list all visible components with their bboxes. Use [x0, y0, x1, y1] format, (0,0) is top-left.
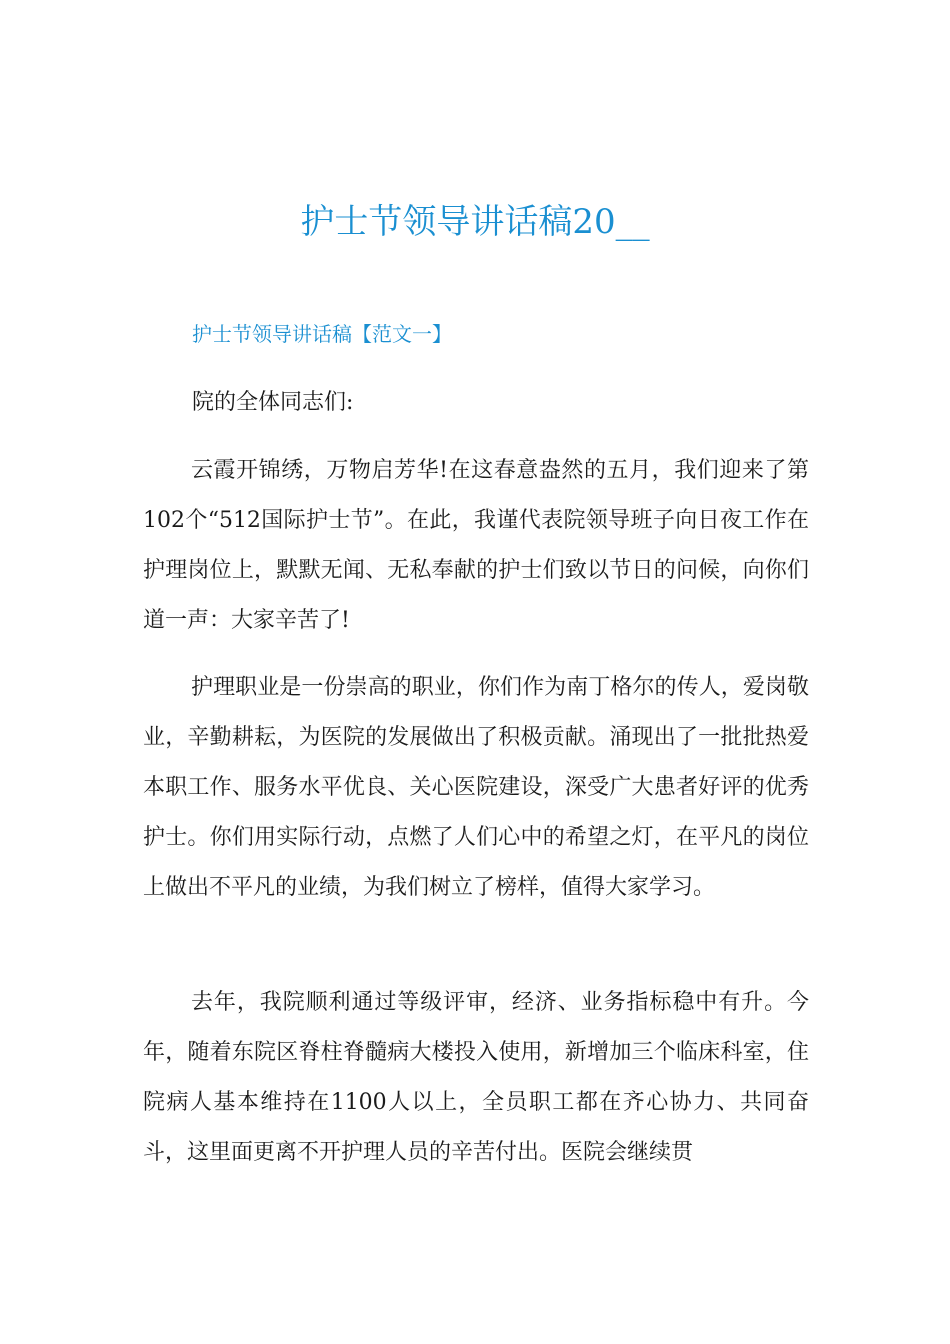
- paragraph-2: 护理职业是一份崇高的职业，你们作为南丁格尔的传人，爱岗敬业，辛勤耕耘，为医院的发展做出了积极贡献。涌现出了一批批热爱本职工作、服务水平优良、关心医院建设，深受广大患者好评的优秀护士。你们用实际行动，点燃了人们心中的希望之灯，在平凡的岗位上做出不平凡的业绩，为我们树立了榜样，值得大家学习。: [143, 675, 809, 900]
- paragraph-1: 云霞开锦绣，万物启芳华!在这春意盎然的五月，我们迎来了第102个“512国际护士节”。在此，我谨代表院领导班子向日夜工作在护理岗位上，默默无闻、无私奉献的护士们致以节日的问候，向你们道一声：大家辛苦了!: [143, 458, 809, 633]
- paragraph-3: 去年，我院顺利通过等级评审，经济、业务指标稳中有升。今年，随着东院区脊柱脊髓病大楼投入使用，新增加三个临床科室，住院病人基本维持在1100人以上，全员职工都在齐心协力、共同奋斗，这里面更离不开护理人员的辛苦付出。医院会继续贯: [143, 990, 809, 1165]
- document-title: 护士节领导讲话稿20__: [300, 202, 650, 242]
- section-heading: 护士节领导讲话稿【范文一】: [192, 322, 452, 346]
- salutation: 院的全体同志们:: [192, 390, 354, 415]
